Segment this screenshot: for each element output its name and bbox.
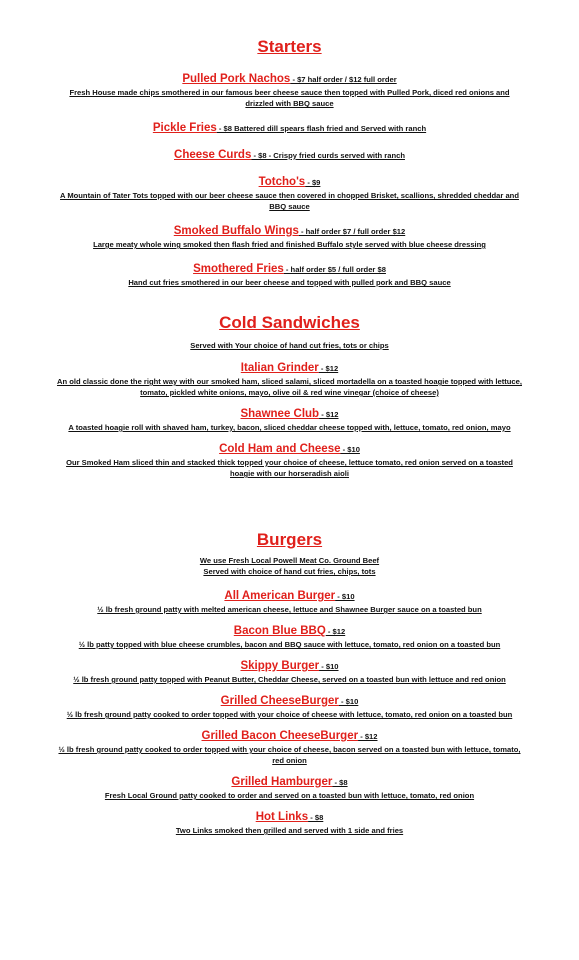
menu-item-header bbox=[0, 773, 579, 790]
menu-item-name: Bacon Blue BBQ bbox=[233, 625, 326, 637]
menu-item-price: - half order $5 / full order $8 bbox=[283, 265, 386, 274]
menu-item bbox=[0, 146, 579, 163]
menu-item-name: Skippy Burger bbox=[240, 660, 320, 672]
menu-item-name: Shawnee Club bbox=[240, 408, 320, 420]
menu-item-description: Our Smoked Ham sliced thin and stacked thick topped your choice of cheese, lettuce tomato, red onion served on a toasted hoagie with our horseradish aioli bbox=[66, 458, 513, 478]
menu-item bbox=[0, 173, 579, 212]
menu-item-header bbox=[0, 70, 579, 87]
menu-item-name: Smothered Fries bbox=[193, 263, 284, 275]
menu-item bbox=[0, 359, 579, 398]
menu-item-header bbox=[0, 808, 579, 825]
menu-item-price: - $12 bbox=[325, 627, 346, 636]
menu-item-price: - $9 bbox=[305, 178, 321, 187]
menu-item-price: - $10 bbox=[335, 592, 355, 601]
menu-item-description: An old classic done the right way with our smoked ham, sliced salami, sliced mortadella on a toasted hoagie topped with lettuce, tomato, pickled white onions, mayo, olive oil & red wine vinegar (choice of cheese) bbox=[56, 377, 522, 397]
menu-item-price: - $7 half order / $12 full order bbox=[290, 75, 397, 84]
menu-item-name: Cold Ham and Cheese bbox=[219, 443, 341, 455]
section-title: Starters bbox=[257, 37, 322, 56]
menu-item-price: - half order $7 / full order $12 bbox=[298, 227, 406, 236]
section-title: Cold Sandwiches bbox=[219, 313, 360, 332]
section-subtitle: We use Fresh Local Powell Meat Co. Ground Beef bbox=[199, 556, 380, 565]
menu-item-description: Fresh Local Ground patty cooked to order and served on a toasted bun with lettuce, tomato, red onion bbox=[104, 791, 475, 800]
menu-item-description: Two Links smoked then grilled and served with 1 side and fries bbox=[175, 826, 404, 835]
menu-item-name: Cheese Curds bbox=[174, 149, 252, 161]
menu-item-description: A Mountain of Tater Tots topped with our beer cheese sauce then covered in chopped Brisket, scallions, shredded cheddar and BBQ sauce bbox=[60, 191, 519, 211]
section-starters bbox=[0, 36, 579, 288]
section-subtitle: Served with Your choice of hand cut fries, tots or chips bbox=[190, 341, 389, 350]
menu-item-name: Pickle Fries bbox=[152, 122, 217, 134]
menu-item-name: Grilled Hamburger bbox=[231, 776, 333, 788]
menu-item-price: - $8 Battered dill spears flash fried and Served with ranch bbox=[216, 124, 427, 133]
menu-item-name: Pulled Pork Nachos bbox=[182, 73, 291, 85]
menu-item-price: - $12 bbox=[319, 410, 339, 419]
menu-item-price: - $8 bbox=[308, 813, 324, 822]
menu-item-description: ½ lb fresh ground patty with melted american cheese, lettuce and Shawnee Burger sauce on a toasted bun bbox=[97, 605, 482, 614]
menu-item-name: Grilled CheeseBurger bbox=[220, 695, 339, 707]
menu-item-description: ½ lb fresh ground patty cooked to order topped with your choice of cheese with lettuce, tomato, red onion on a toasted bun bbox=[66, 710, 513, 719]
menu-item-header bbox=[0, 622, 579, 639]
menu-item bbox=[0, 440, 579, 479]
menu-item-header bbox=[0, 587, 579, 604]
menu-item-header bbox=[0, 173, 579, 190]
menu-item bbox=[0, 727, 579, 766]
menu-item-description: ½ lb fresh ground patty cooked to order topped with your choice of cheese, bacon served on a toasted bun with lettuce, tomato, red onion bbox=[58, 745, 521, 765]
menu-item-header bbox=[0, 359, 579, 376]
menu-item bbox=[0, 587, 579, 615]
menu-item-header bbox=[0, 146, 579, 163]
menu-item-description: Large meaty whole wing smoked then flash fried and finished Buffalo style served with blue cheese dressing bbox=[93, 240, 486, 249]
menu-item-description: Hand cut fries smothered in our beer cheese and topped with pulled pork and BBQ sauce bbox=[128, 278, 451, 287]
menu-item bbox=[0, 657, 579, 685]
section-subtitle: Served with choice of hand cut fries, chips, tots bbox=[203, 567, 376, 576]
menu-item-header bbox=[0, 260, 579, 277]
menu-item bbox=[0, 692, 579, 720]
menu-item-price: - $12 bbox=[358, 732, 378, 741]
menu-item-name: Hot Links bbox=[255, 811, 309, 823]
menu-item bbox=[0, 70, 579, 109]
menu-item-price: - $10 bbox=[338, 697, 359, 706]
menu-item-name: Italian Grinder bbox=[240, 362, 319, 374]
section-burgers bbox=[0, 529, 579, 836]
section-cold-sandwiches bbox=[0, 312, 579, 479]
menu-item-description: Fresh House made chips smothered in our famous beer cheese sauce then topped with Pulled Pork, diced red onions and drizzled with BBQ sauce bbox=[69, 88, 510, 108]
menu-item-header bbox=[0, 440, 579, 457]
menu-item bbox=[0, 405, 579, 433]
menu-item bbox=[0, 260, 579, 288]
menu-item-price: - $10 bbox=[319, 662, 339, 671]
menu-item bbox=[0, 222, 579, 250]
menu-item-price: - $8 - Crispy fried curds served with ranch bbox=[251, 151, 405, 160]
menu-item-header bbox=[0, 405, 579, 422]
menu-item-header bbox=[0, 692, 579, 709]
menu-item-header bbox=[0, 657, 579, 674]
menu-item-name: Smoked Buffalo Wings bbox=[173, 225, 299, 237]
menu-item-price: - $8 bbox=[332, 778, 348, 787]
menu-item bbox=[0, 622, 579, 650]
menu-item bbox=[0, 119, 579, 136]
menu-item-header bbox=[0, 727, 579, 744]
menu-item-description: A toasted hoagie roll with shaved ham, turkey, bacon, sliced cheddar cheese topped with, lettuce, tomato, red onion, mayo bbox=[68, 423, 511, 432]
menu-item bbox=[0, 773, 579, 801]
menu-item-name: Totcho's bbox=[258, 176, 306, 188]
section-title: Burgers bbox=[256, 530, 323, 549]
menu-item-price: - $12 bbox=[318, 364, 339, 373]
menu-item-price: - $10 bbox=[340, 445, 360, 454]
menu-item-name: All American Burger bbox=[224, 590, 336, 602]
menu-item-name: Grilled Bacon CheeseBurger bbox=[201, 730, 359, 742]
menu-item-header bbox=[0, 222, 579, 239]
menu-item bbox=[0, 808, 579, 836]
menu-item-description: ½ lb patty topped with blue cheese crumbles, bacon and BBQ sauce with lettuce, tomato, red onion on a toasted bun bbox=[78, 640, 501, 649]
menu-item-description: ½ lb fresh ground patty topped with Peanut Butter, Cheddar Cheese, served on a toasted bun with lettuce and red onion bbox=[73, 675, 506, 684]
menu-item-header bbox=[0, 119, 579, 136]
